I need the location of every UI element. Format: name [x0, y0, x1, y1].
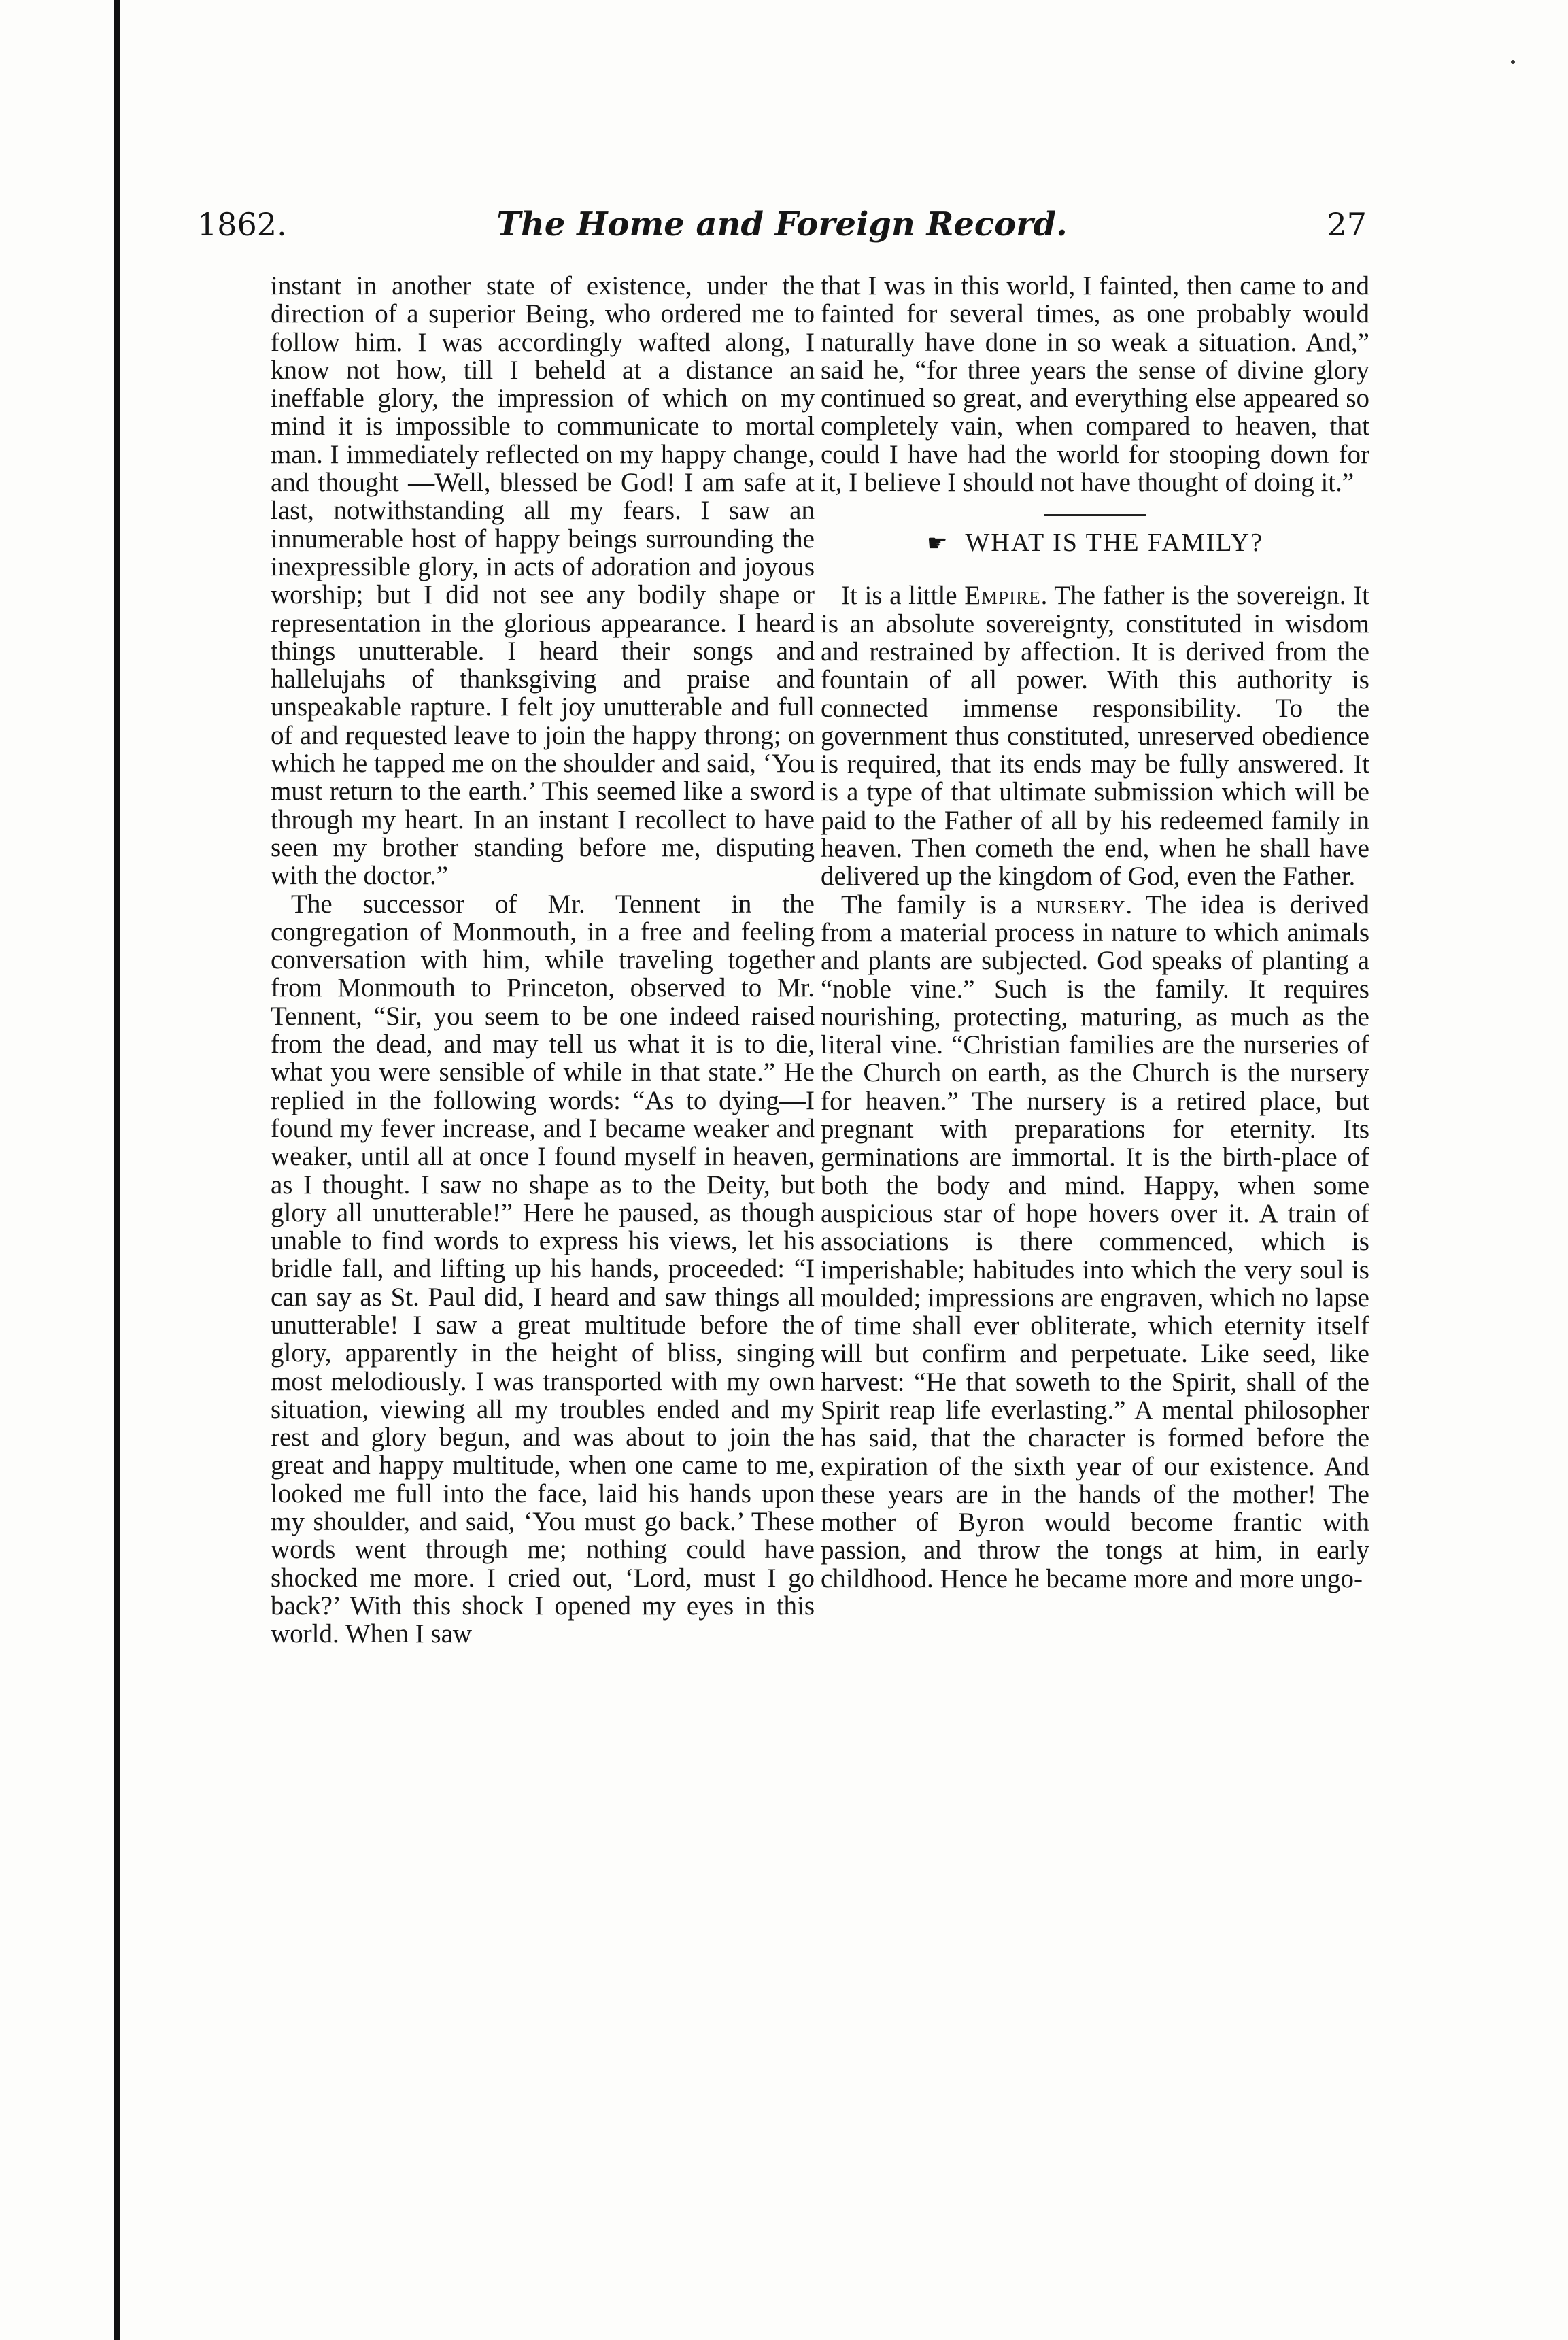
right-column: [821, 272, 1369, 1593]
paragraph: that I was in this world, I fainted, then came to and fainted for several times, as one probably would naturally have done in so weak a situation. And,” said he, “for three years the sense of divine glory continued so great, and everything else appeared so completely vain, when compared to heaven, that could I have had the world for stooping down for it, I believe I should not have thought of doing it.”: [821, 271, 1369, 498]
header-year: 1862.: [197, 206, 287, 243]
speck-mark: [1511, 60, 1515, 64]
paragraph: [821, 891, 1369, 1593]
paragraph-lead: It is a little: [841, 581, 965, 611]
section-divider: [1044, 514, 1146, 516]
smallcaps-term: nursery: [1036, 889, 1126, 919]
left-column: [271, 272, 815, 1648]
running-header: [197, 204, 1367, 258]
section-heading: [821, 526, 1369, 561]
header-journal-title: The Home and Foreign Record.: [496, 205, 1068, 243]
paragraph-rest: . The father is the sovereign. It is an absolute sovereignty, constituted in wisdom and restrained by affection. It is derived from the fountain of all power. With this authority is connected immense responsibility. To the government thus constituted, unreserved obedience is required, that its ends may be fully answered. It is a type of that ultimate submission which will be paid to the Father of all by his redeemed family in heaven. Then cometh the end, when he shall have delivered up the kingdom of God, even the Father.: [821, 581, 1369, 892]
paragraph-lead: The family is a: [841, 889, 1036, 919]
header-page-number: 27: [1327, 206, 1367, 243]
paragraph: The successor of Mr. Tennent in the congregation of Monmouth, in a free and feeling conversation with him, while traveling together from Monmouth to Princeton, observed to Mr. Tennent, “Sir, you seem to be one indeed raised from the dead, and may tell us what it is to die, what you were sensible of while in that state.” He replied in the following words: “As to dying—I found my fever increase, and I became weaker and weaker, until all at once I found myself in heaven, as I thought. I saw no shape as to the Deity, but glory all unutterable!” Here he paused, as though unable to find words to express his views, let his bridle fall, and lifting up his hands, proceeded: “I can say as St. Paul did, I heard and saw things all unutterable! I saw a great multitude before the glory, apparently in the height of bliss, singing most melodiously. I was transported with my own situation, viewing all my troubles ended and my rest and glory begun, and was about to join the great and happy multitude, when one came to me, looked me full into the face, laid his hands upon my shoulder, and said, ‘You must go back.’ These words went through me; nothing could have shocked me more. I cried out, ‘Lord, must I go back?’ With this shock I opened my eyes in this world. When I saw: [271, 889, 815, 1649]
paragraph-rest: . The idea is derived from a material process in nature to which animals and plants are subjected. God speaks of planting a “noble vine.” Such is the family. It requires nourishing, protecting, maturing, as much as the literal vine. “Christian families are the nurseries of the Church on earth, as the Church is the nursery for heaven.” The nursery is a retired place, but pregnant with preparations for eternity. Its germinations are immortal. It is the birth-place of both the body and mind. Happy, when some auspicious star of hope hovers over it. A train of associations is there commenced, which is imperishable; habitudes into which the very soul is moulded; impressions are engraven, which no lapse of time shall ever obliterate, which eternity itself will but confirm and perpetuate. Like seed, like harvest: “He that soweth to the Spirit, shall of the Spirit reap life everlasting.” A mental philosopher has said, that the character is formed before the expiration of the sixth year of our existence. And these years are in the hands of the mother! The mother of Byron would become frantic with passion, and throw the tongs at him, in early childhood. Hence he became more and more ungo-: [821, 889, 1369, 1593]
pointing-hand-icon: ☛: [927, 531, 949, 557]
paragraph: [821, 581, 1369, 890]
smallcaps-term: Empire: [964, 581, 1041, 611]
paragraph: instant in another state of existence, under the direction of a superior Being, who ordered me to follow him. I was accordingly wafted along, I know not how, till I beheld at a distance an ineffable glory, the impression of which on my mind it is impossible to communicate to mortal man. I immediately reflected on my happy change, and thought —Well, blessed be God! I am safe at last, notwithstanding all my fears. I saw an innumerable host of happy beings surrounding the inexpressible glory, in acts of adoration and joyous worship; but I did not see any bodily shape or representation in the glorious appearance. I heard things unutterable. I heard their songs and hallelujahs of thanksgiving and praise and unspeakable rapture. I felt joy unutterable and full of and requested leave to join the happy throng; on which he tapped me on the shoulder and said, ‘You must return to the earth.’ This seemed like a sword through my heart. In an instant I recollect to have seen my brother standing before me, disputing with the doctor.”: [271, 271, 815, 891]
binding-edge-rule: [114, 0, 120, 2340]
section-heading-text: WHAT IS THE FAMILY?: [965, 528, 1263, 558]
